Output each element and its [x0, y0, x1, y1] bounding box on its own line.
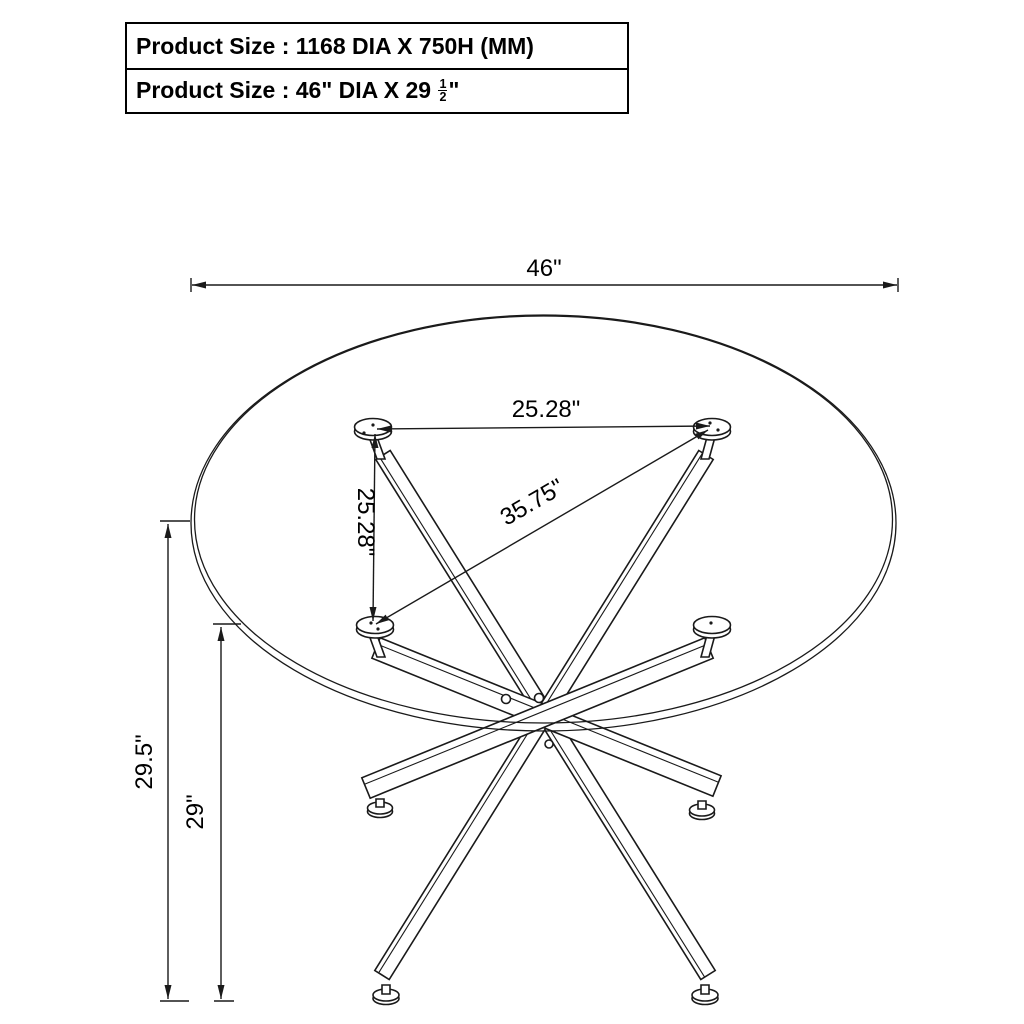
dim-base-height-label: 29"	[182, 794, 209, 830]
dim-overall-height	[131, 521, 190, 1001]
dim-pad-diagonal-label: 35.75"	[495, 473, 569, 532]
glass-edge-outer	[191, 315, 896, 731]
glass-table-top	[191, 315, 896, 731]
dim-overall-height-label: 29.5"	[131, 734, 158, 790]
inch-mark: "	[448, 77, 460, 103]
dim-pad-vertical-label: 25.28"	[352, 487, 379, 557]
dim-pad-horizontal-label: 25.28"	[511, 396, 581, 423]
dim-diameter-label: 46"	[526, 255, 562, 282]
dim-base-height	[182, 624, 241, 1001]
product-size-metric-text: Product Size : 1168 DIA X 750H (MM)	[136, 32, 534, 59]
product-size-imperial-text: Product Size : 46" DIA X 29	[136, 77, 438, 103]
product-size-title-block	[125, 22, 629, 114]
product-size-metric-row	[127, 24, 627, 70]
product-size-imperial-row	[127, 70, 627, 111]
dim-pad-spacing-horizontal	[377, 396, 710, 433]
half-inch-fraction: $\frac{1}{2}$	[439, 76, 447, 104]
glass-mounting-pads	[355, 419, 731, 658]
table-legs	[362, 451, 721, 980]
glass-edge-inner	[195, 316, 893, 723]
dim-diameter	[191, 255, 898, 292]
dim-pad-spacing-vertical	[352, 434, 379, 621]
